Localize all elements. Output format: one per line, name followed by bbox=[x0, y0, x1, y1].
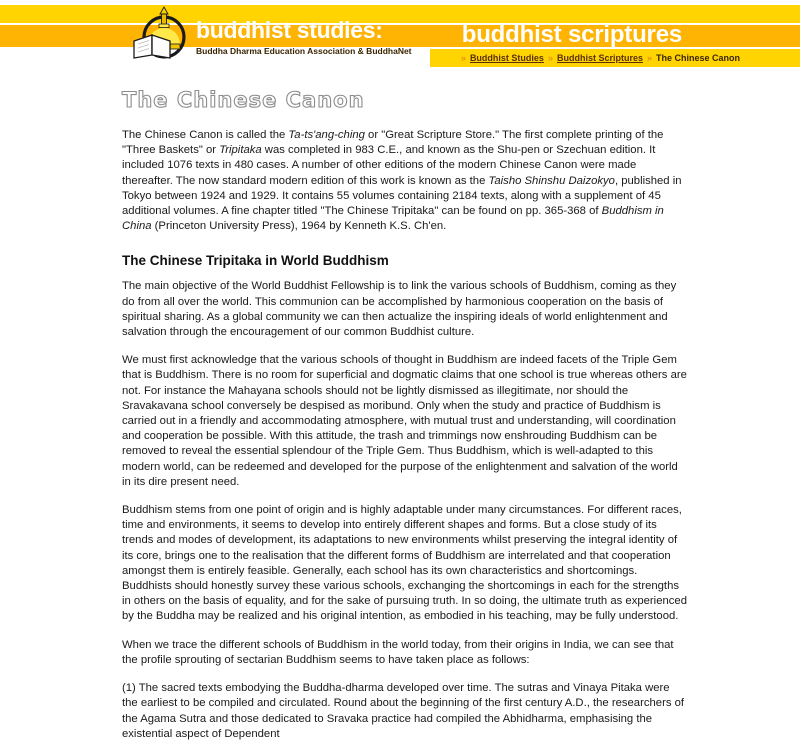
intro-text-2: or "Great Scripture Store." The first complete printing of the "Three Baskets" or bbox=[122, 129, 664, 157]
breadcrumb bbox=[430, 49, 770, 67]
body-paragraph-2: We must first acknowledge that the various schools of thought in Buddhism are indeed facets of the Triple Gem that is Buddhism. There is no room for superficial and dogmatic claims that one school is true whereas others are not. For instance the Mahayana schools should not be lightly dismissed as illegitimate, nor should the Sravakavana school conversely be despised as moribund. Only when the study and practice of Buddhism is carried out in a friendly and accommodating atmosphere, with mutual trust and understanding, will coordination and cooperation be possible. With this attitude, the trash and trimmings now enshrouding Buddhism can be removed to reveal the essential splendour of the Triple Gem. Thus Buddhism, which is well-adapted to this modern world, can be redeemed and developed for the purpose of the enlightenment and salvation of the world in its dire present need. bbox=[122, 354, 687, 488]
intro-italic-tripitaka: Tripitaka bbox=[219, 144, 262, 157]
body-paragraph-1: The main objective of the World Buddhist Fellowship is to link the various schools of Buddhism, coming as they do from all over the world. This communion can be accomplished by harmonious cooperation on the basis of spiritual sharing. As a global community we can then actualize the inspiring ideals of world enlightenment and salvation through the encouragement of our common Buddhist culture. bbox=[122, 280, 677, 339]
brand-subtitle: Buddha Dharma Education Association & BuddhaNet bbox=[196, 46, 412, 56]
intro-italic-taisho-shinshu-daizokyo: Taisho Shinshu Daizokyo bbox=[488, 174, 615, 187]
breadcrumb-separator-icon: » bbox=[547, 53, 553, 63]
intro-text-3: was completed in 983 C.E., and known as the Shu-pen or Szechuan edition. It included 1076 texts in 480 cases. A number of other editions of the modern Chinese Canon were made thereafter. The now standard modern edition of this work is known as the bbox=[122, 144, 656, 187]
body-paragraph-3: Buddhism stems from one point of origin and is highly adaptable under many circumstances. For different races, time and environments, it seems to develop into entirely different shapes and forms. But a close study of its trends and modes of development, its adaptations to new environments whilst preserving the integral identity of its core, brings one to the realisation that the different forms of Buddhism are interrelated and that cooperation amongst them is entirely feasible. Generally, each school has its own characteristics and shortcomings. Buddhists should honestly survey these various schools, exchanging the shortcomings in each for the strengths in others on the basis of equality, and for the sake of pursuing truth. In so doing, the ultimate truth as experienced by the Buddha may be realized and his original intention, as embodied in his teaching, may be fully understood. bbox=[122, 504, 687, 623]
intro-text-1: The Chinese Canon is called the bbox=[122, 129, 289, 141]
breadcrumb-separator-icon: » bbox=[646, 53, 652, 63]
breadcrumb-item-current: The Chinese Canon bbox=[655, 53, 740, 63]
site-header bbox=[0, 0, 800, 70]
breadcrumb-item-buddhist-scriptures[interactable]: Buddhist Scriptures bbox=[556, 53, 643, 63]
main-content bbox=[0, 70, 800, 755]
intro-paragraph bbox=[122, 128, 688, 234]
section-title: buddhist scriptures bbox=[461, 21, 682, 48]
intro-italic-ta-tsang-ching: Ta-ts'ang-ching bbox=[288, 129, 365, 141]
body-paragraph-4: When we trace the different schools of Buddhism in the world today, from their origins in India, we can see that the profile sprouting of sectarian Buddhism seems to have taken place as follows: bbox=[122, 638, 674, 666]
breadcrumb-separator-icon: » bbox=[460, 53, 466, 63]
body-paragraph-5: (1) The sacred texts embodying the Buddha-dharma developed over time. The sutras and Vinaya Pitaka were the earliest to be compiled and circulated. Round about the beginning of the first century A.D., the researchers of the Agama Sutra and those dedicated to Sravaka practice had compiled the Abhidharma, emphasising the existential aspect of Dependent bbox=[122, 682, 685, 740]
intro-text-5: (Princeton University Press), 1964 by Kenneth K.S. Ch'en. bbox=[151, 220, 447, 233]
brand-title: buddhist studies: bbox=[196, 17, 383, 43]
page-title: The Chinese Canon bbox=[122, 88, 365, 112]
intro-italic-buddhism-in-china: Buddhism in China bbox=[122, 205, 664, 233]
section-heading: The Chinese Tripitaka in World Buddhism bbox=[122, 253, 389, 269]
intro-text-4: , published in Tokyo between 1924 and 1929. It contains 55 volumes containing 2184 texts, along with a supplement of 45 additional volumes. A fine chapter titled "The Chinese Tripitaka" can be found on pp. 365-368 of bbox=[122, 174, 682, 218]
breadcrumb-item-buddhist-studies[interactable]: Buddhist Studies bbox=[469, 53, 544, 63]
